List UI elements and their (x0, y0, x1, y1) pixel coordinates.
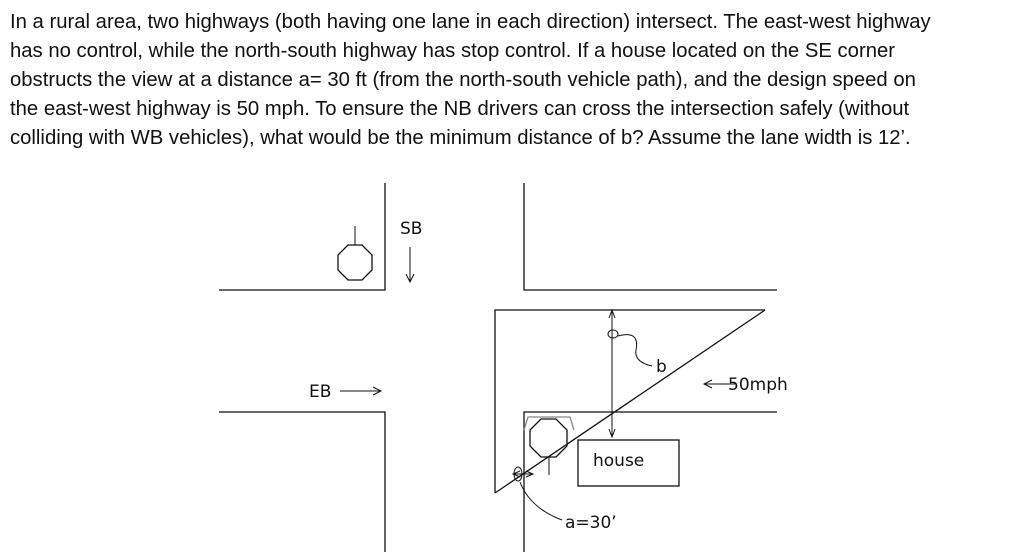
sb-label: SB (400, 219, 423, 239)
sw-corner-edge (219, 412, 385, 552)
road-edges (219, 183, 777, 552)
eb-arrow (340, 387, 381, 395)
a-dimension (513, 467, 562, 520)
a-leader (520, 482, 562, 520)
house-label: house (593, 451, 645, 471)
eb-label: EB (309, 382, 332, 402)
problem-line-2: has no control, while the north-south highway has stop control. If a house located on the SE corner (10, 40, 896, 62)
b-leader (618, 335, 652, 366)
problem-line-4: the east-west highway is 50 mph. To ensure the NB drivers can cross the intersection safely (without (10, 98, 910, 120)
ne-corner-edge (524, 183, 777, 290)
problem-line-5: colliding with WB vehicles), what would be the minimum distance of b? Assume the lane width is 12’. (10, 127, 911, 149)
se-corner-edge (524, 412, 777, 552)
problem-line-3: obstructs the view at a distance a= 30 ft (from the north-south vehicle path), and the design speed on (10, 69, 916, 91)
a-label: a=30’ (565, 513, 617, 533)
problem-line-1: In a rural area, two highways (both having one lane in each direction) intersect. The east-west highway (10, 11, 931, 33)
stop-sign-icon (530, 419, 567, 457)
sb-arrow (406, 247, 414, 282)
b-label: b (656, 357, 667, 377)
b-dimension (608, 310, 652, 437)
nw-corner-edge (219, 183, 385, 290)
speed-label: 50mph (728, 375, 788, 395)
stop-sign-nw (338, 226, 372, 280)
stop-sign-icon (338, 245, 372, 280)
stop-sign-se (524, 417, 574, 475)
